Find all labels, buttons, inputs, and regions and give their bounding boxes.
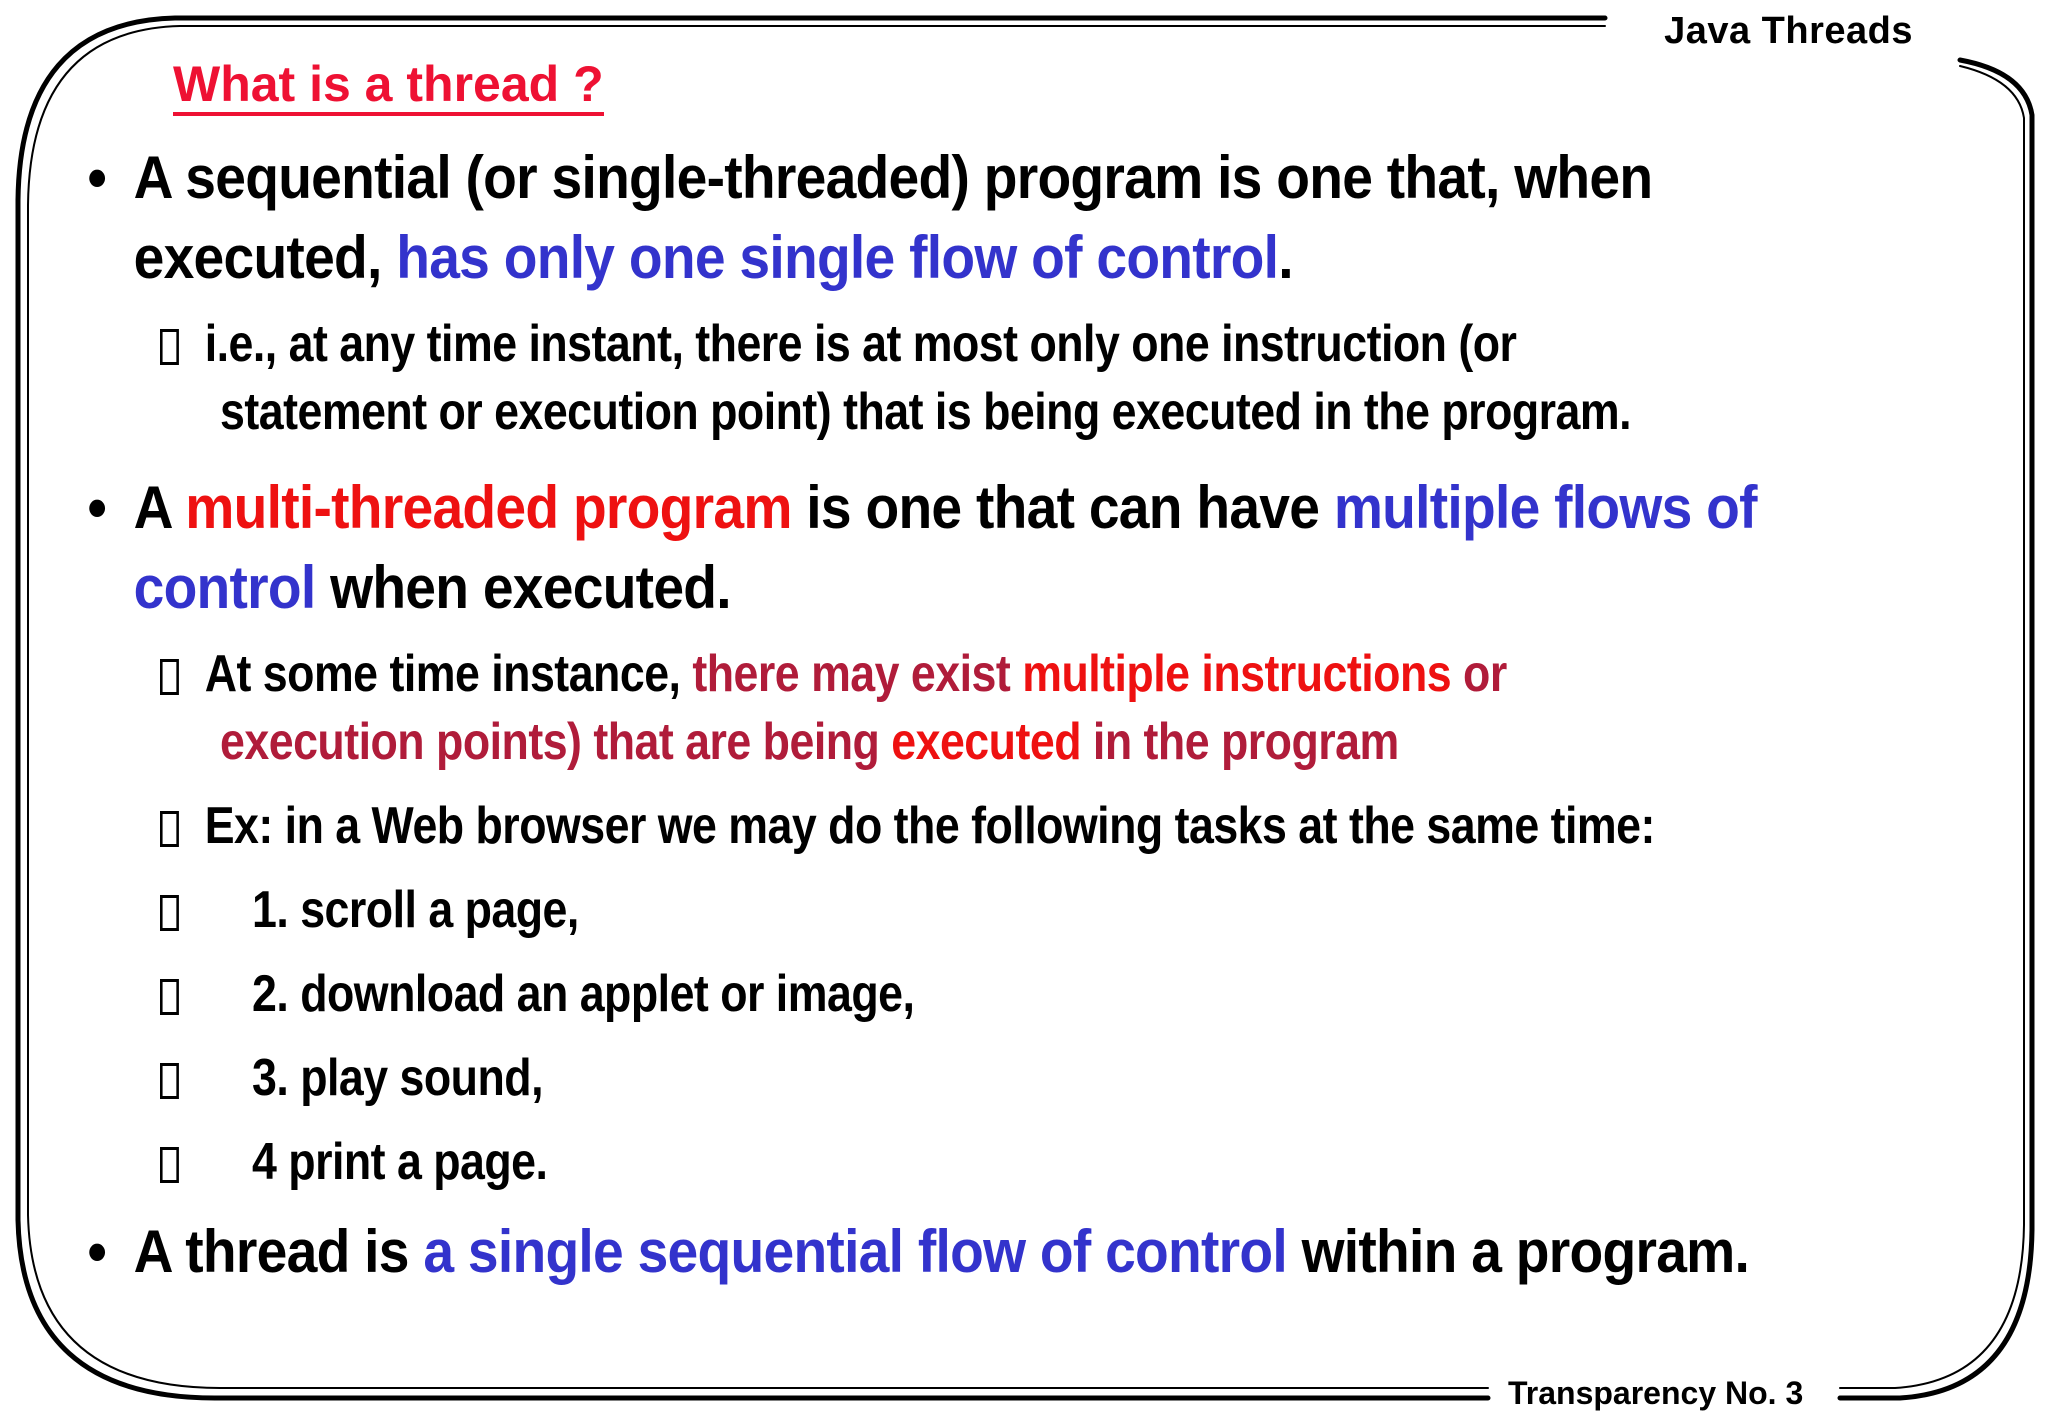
highlight-dark-red: execution points) that are being <box>220 713 892 771</box>
square-bullet-icon <box>160 895 179 931</box>
footer-page-number: Transparency No. 3 <box>1508 1375 1804 1411</box>
bullet-2-line-2 <box>60 548 731 628</box>
bullet-3 <box>60 1212 1750 1292</box>
task-text: 1. scroll a page, <box>252 881 579 939</box>
highlight-blue: a single sequential flow of control <box>423 1218 1288 1285</box>
sub-bullet-2-2 <box>160 792 1655 860</box>
highlight-dark-red: or <box>1451 645 1507 703</box>
square-bullet-icon <box>160 811 179 847</box>
task-item-1 <box>160 876 579 944</box>
sub-bullet-1-1-line-2 <box>220 378 1631 446</box>
slide-title: What is a thread ? <box>173 58 604 116</box>
task-text: 2. download an applet or image, <box>252 965 915 1023</box>
text-segment: A thread is <box>133 1218 424 1285</box>
task-text: 4 print a page. <box>252 1133 548 1191</box>
text-segment: . <box>1278 224 1293 291</box>
highlight-red: multi-threaded program <box>185 474 792 541</box>
sub-bullet-2-1 <box>160 640 1507 708</box>
text-segment: is one that can have <box>791 474 1334 541</box>
bullet-1-line-1: A sequential (or single-threaded) program is one that, when <box>133 144 1653 211</box>
task-item-3 <box>160 1044 543 1112</box>
task-item-2 <box>160 960 914 1028</box>
highlight-red: multiple instructions <box>1022 645 1452 703</box>
header-title: Java Threads <box>1664 10 1913 52</box>
bullet-dot-icon: • <box>87 144 107 211</box>
square-bullet-icon <box>160 659 179 695</box>
square-bullet-icon <box>160 979 179 1015</box>
sub-bullet-text: Ex: in a Web browser we may do the following tasks at the same time: <box>204 797 1655 855</box>
bullet-1 <box>60 138 1653 218</box>
text-segment: A <box>133 474 186 541</box>
square-bullet-icon <box>160 329 179 365</box>
square-bullet-icon <box>160 1063 179 1099</box>
sub-bullet-text: i.e., at any time instant, there is at most only one instruction (or <box>204 315 1517 373</box>
bullet-1-line-2 <box>60 218 1293 298</box>
text-segment: executed, <box>133 224 397 291</box>
highlight-blue: control <box>133 554 316 621</box>
sub-bullet-1-1 <box>160 310 1516 378</box>
highlight-dark-red: there may exist <box>692 645 1023 703</box>
highlight-blue: has only one single flow of control <box>396 224 1279 291</box>
bullet-dot-icon: • <box>87 1218 107 1285</box>
text-segment: At some time instance, <box>204 645 693 703</box>
bullet-dot-icon: • <box>87 474 107 541</box>
task-text: 3. play sound, <box>252 1049 543 1107</box>
highlight-blue: multiple flows of <box>1333 474 1757 541</box>
highlight-red: executed <box>891 713 1082 771</box>
square-bullet-icon <box>160 1147 179 1183</box>
text-segment: when executed. <box>315 554 731 621</box>
task-item-4 <box>160 1128 547 1196</box>
sub-bullet-2-1-line-2 <box>220 708 1399 776</box>
highlight-dark-red: in the program <box>1081 713 1399 771</box>
bullet-2 <box>60 468 1757 548</box>
text-segment: within a program. <box>1287 1218 1750 1285</box>
sub-bullet-text: statement or execution point) that is being executed in the program. <box>220 383 1632 441</box>
